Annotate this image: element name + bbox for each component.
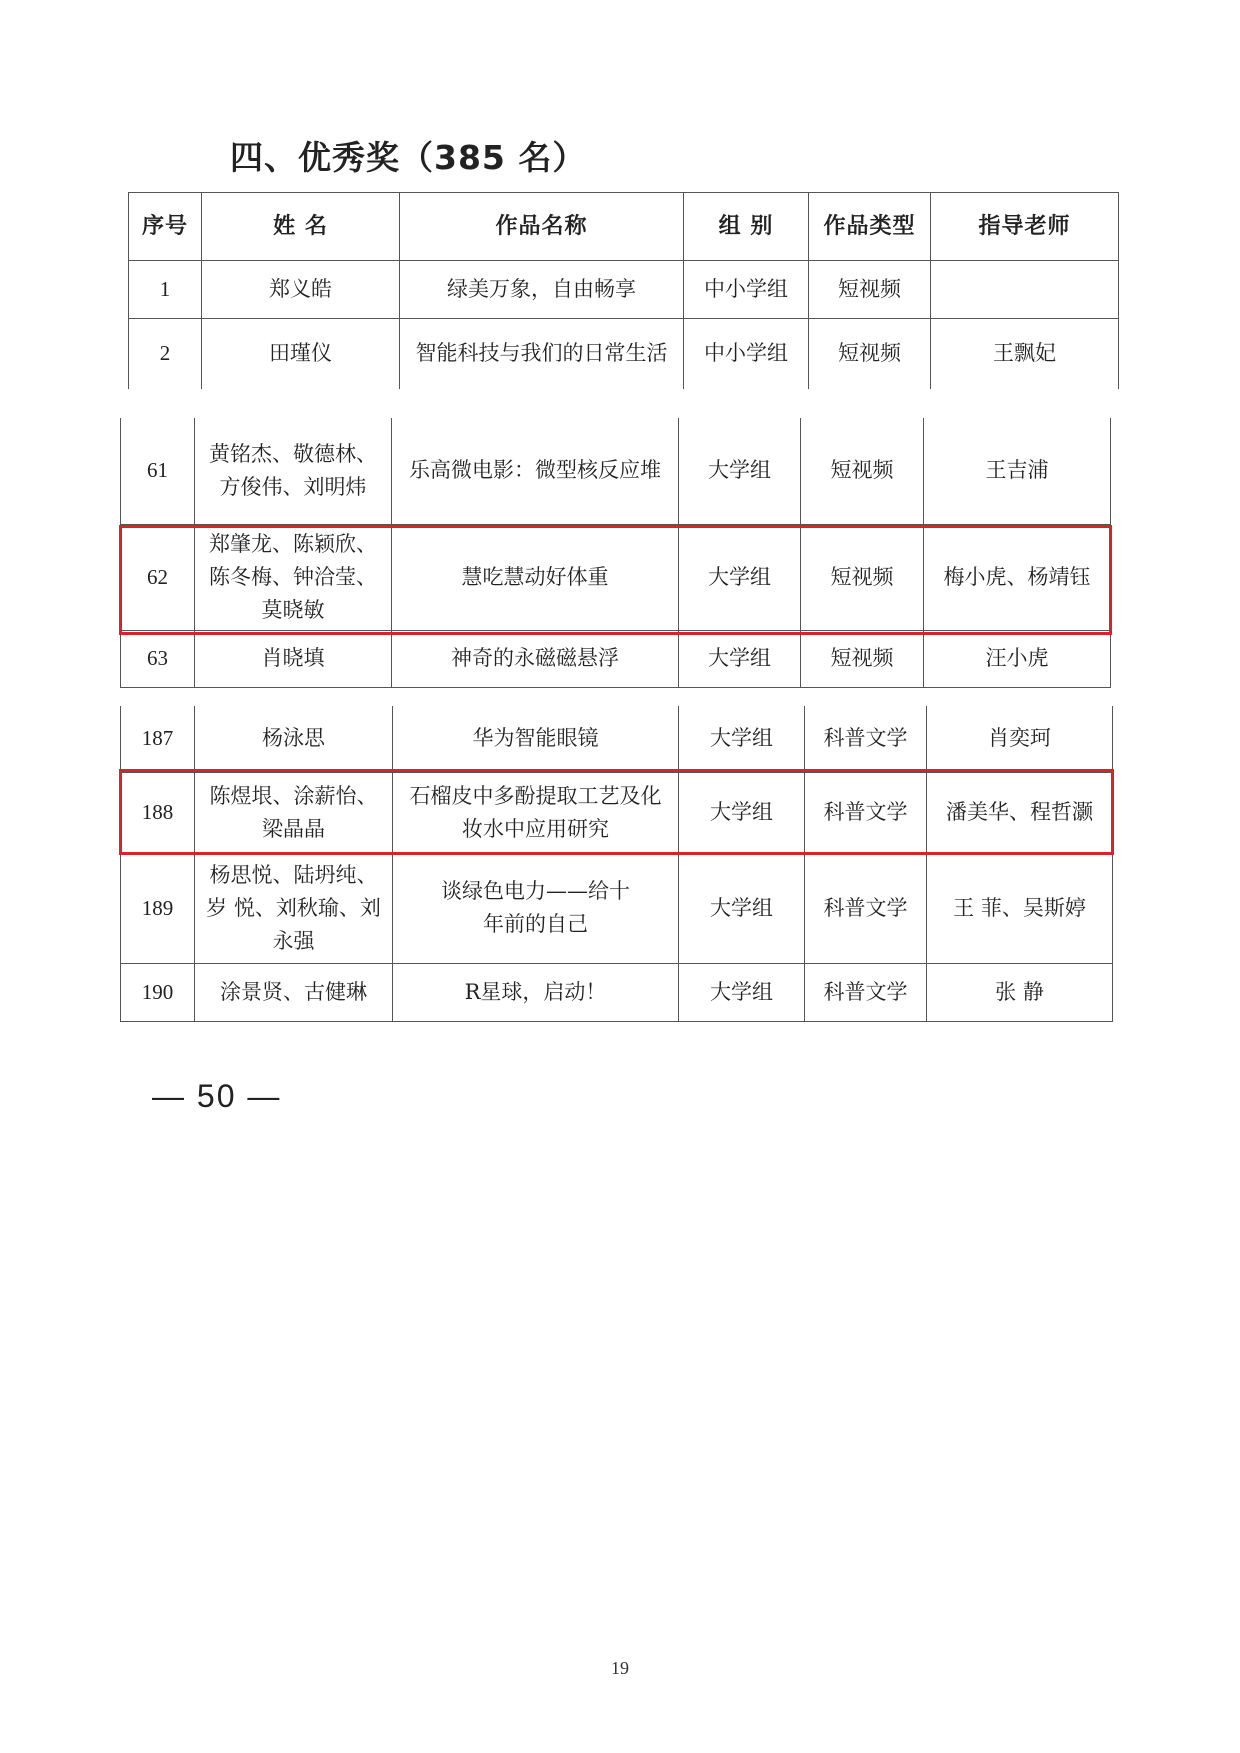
cell-work: 绿美万象，自由畅享 [400,261,684,319]
cell-name: 肖晓填 [195,630,392,687]
cell-type: 科普文学 [805,706,927,772]
table-row-highlighted [121,524,1111,630]
cell-name: 杨泳思 [195,706,393,772]
cell-teacher: 王吉浦 [924,418,1111,524]
section-title: 四、优秀奖（385 名） [230,138,587,177]
cell-group: 中小学组 [684,319,809,389]
cell-work: 华为智能眼镜 [393,706,679,772]
cell-teacher: 潘美华、程哲灏 [927,772,1113,853]
cell-name: 黄铭杰、敬德林、方俊伟、刘明炜 [195,418,392,524]
cell-group: 中小学组 [684,261,809,319]
header-teacher: 指导老师 [931,193,1119,261]
cell-teacher: 梅小虎、杨靖钰 [924,524,1111,630]
cell-group: 大学组 [679,706,805,772]
cell-teacher [931,261,1119,319]
cell-type: 科普文学 [805,853,927,963]
cell-type: 科普文学 [805,772,927,853]
award-table-part3 [120,706,1113,1022]
cell-name: 郑肇龙、陈颖欣、陈冬梅、钟洽莹、莫晓敏 [195,524,392,630]
cell-no: 2 [129,319,202,389]
cell-work: 石榴皮中多酚提取工艺及化妆水中应用研究 [393,772,679,853]
cell-name: 田瑾仪 [202,319,400,389]
cell-no: 63 [121,630,195,687]
cell-teacher: 张 静 [927,963,1113,1021]
table-row [121,630,1111,687]
cell-type: 短视频 [809,261,931,319]
cell-no: 1 [129,261,202,319]
cell-no: 188 [121,772,195,853]
cell-type: 科普文学 [805,963,927,1021]
cell-group: 大学组 [679,630,801,687]
cell-type: 短视频 [801,418,924,524]
cell-work: 智能科技与我们的日常生活 [400,319,684,389]
cell-no: 189 [121,853,195,963]
table-row [129,261,1119,319]
table-row [121,853,1113,963]
cell-teacher: 王飘妃 [931,319,1119,389]
header-no: 序号 [129,193,202,261]
cell-name: 郑义皓 [202,261,400,319]
cell-group: 大学组 [679,772,805,853]
cell-no: 190 [121,963,195,1021]
cell-name: 陈煜垠、涂薪怡、梁晶晶 [195,772,393,853]
cell-teacher: 王 菲、吴斯婷 [927,853,1113,963]
cell-name: 涂景贤、古健琳 [195,963,393,1021]
table-row [129,319,1119,389]
cell-group: 大学组 [679,963,805,1021]
cell-no: 62 [121,524,195,630]
cell-work: 谈绿色电力——给十年前的自己 [393,853,679,963]
cell-no: 187 [121,706,195,772]
cell-type: 短视频 [801,524,924,630]
cell-teacher: 肖奕珂 [927,706,1113,772]
header-name: 姓 名 [202,193,400,261]
cell-type: 短视频 [809,319,931,389]
table-row [121,706,1113,772]
table-row [121,418,1111,524]
cell-group: 大学组 [679,524,801,630]
table-row [121,963,1113,1021]
cell-type: 短视频 [801,630,924,687]
cell-no: 61 [121,418,195,524]
cell-group: 大学组 [679,853,805,963]
cell-work: 神奇的永磁磁悬浮 [392,630,679,687]
table-row-highlighted [121,772,1113,853]
header-group: 组 别 [684,193,809,261]
cell-name: 杨思悦、陆坍纯、岁 悦、刘秋瑜、刘永强 [195,853,393,963]
award-table-part2 [120,418,1111,688]
table-header-row [129,193,1119,261]
cell-teacher: 汪小虎 [924,630,1111,687]
header-type: 作品类型 [809,193,931,261]
cell-work: 乐高微电影：微型核反应堆 [392,418,679,524]
footer-page-number: 19 [611,1658,629,1678]
header-work: 作品名称 [400,193,684,261]
cell-work: R星球，启动！ [393,963,679,1021]
cell-work: 慧吃慧动好体重 [392,524,679,630]
award-table-part1 [128,192,1119,389]
cell-group: 大学组 [679,418,801,524]
page-number: — 50 — [152,1078,282,1114]
